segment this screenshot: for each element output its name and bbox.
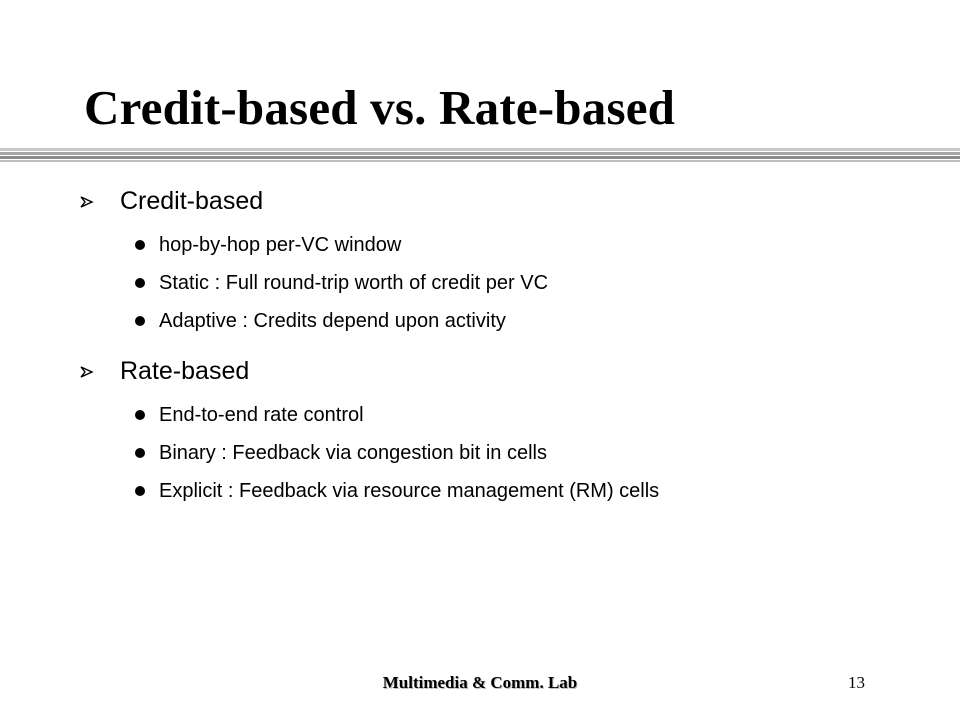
slide-title: Credit-based vs. Rate-based (84, 80, 676, 135)
section-rate-based (80, 354, 940, 510)
section-label: Credit-based (120, 187, 264, 215)
bullet-dot-icon (135, 448, 145, 458)
bullet-list (80, 226, 940, 340)
section-label: Rate-based (120, 357, 250, 385)
bullet-text: Explicit : Feedback via resource management (RM) cells (159, 480, 660, 502)
bullet-text: Adaptive : Credits depend upon activity (159, 310, 506, 332)
arrow-icon (80, 196, 94, 208)
bullet-text: hop-by-hop per-VC window (159, 234, 402, 256)
page-number: 13 (848, 673, 865, 692)
bullet-text: Static : Full round-trip worth of credit per VC (159, 272, 549, 294)
bullet-text: End-to-end rate control (159, 404, 364, 426)
bullet-dot-icon (135, 278, 145, 288)
list-item (80, 472, 940, 510)
bullet-dot-icon (135, 486, 145, 496)
bullet-dot-icon (135, 240, 145, 250)
section-heading (80, 354, 940, 388)
list-item (80, 302, 940, 340)
title-underline-rule (0, 148, 960, 168)
bullet-dot-icon (135, 316, 145, 326)
list-item (80, 226, 940, 264)
bullet-list (80, 396, 940, 510)
bullet-dot-icon (135, 410, 145, 420)
bullet-text: Binary : Feedback via congestion bit in cells (159, 442, 547, 464)
section-credit-based (80, 184, 940, 340)
arrow-icon (80, 366, 94, 378)
list-item (80, 396, 940, 434)
footer-lab-name: Multimedia & Comm. Lab (382, 673, 578, 692)
section-heading (80, 184, 940, 218)
list-item (80, 264, 940, 302)
list-item (80, 434, 940, 472)
